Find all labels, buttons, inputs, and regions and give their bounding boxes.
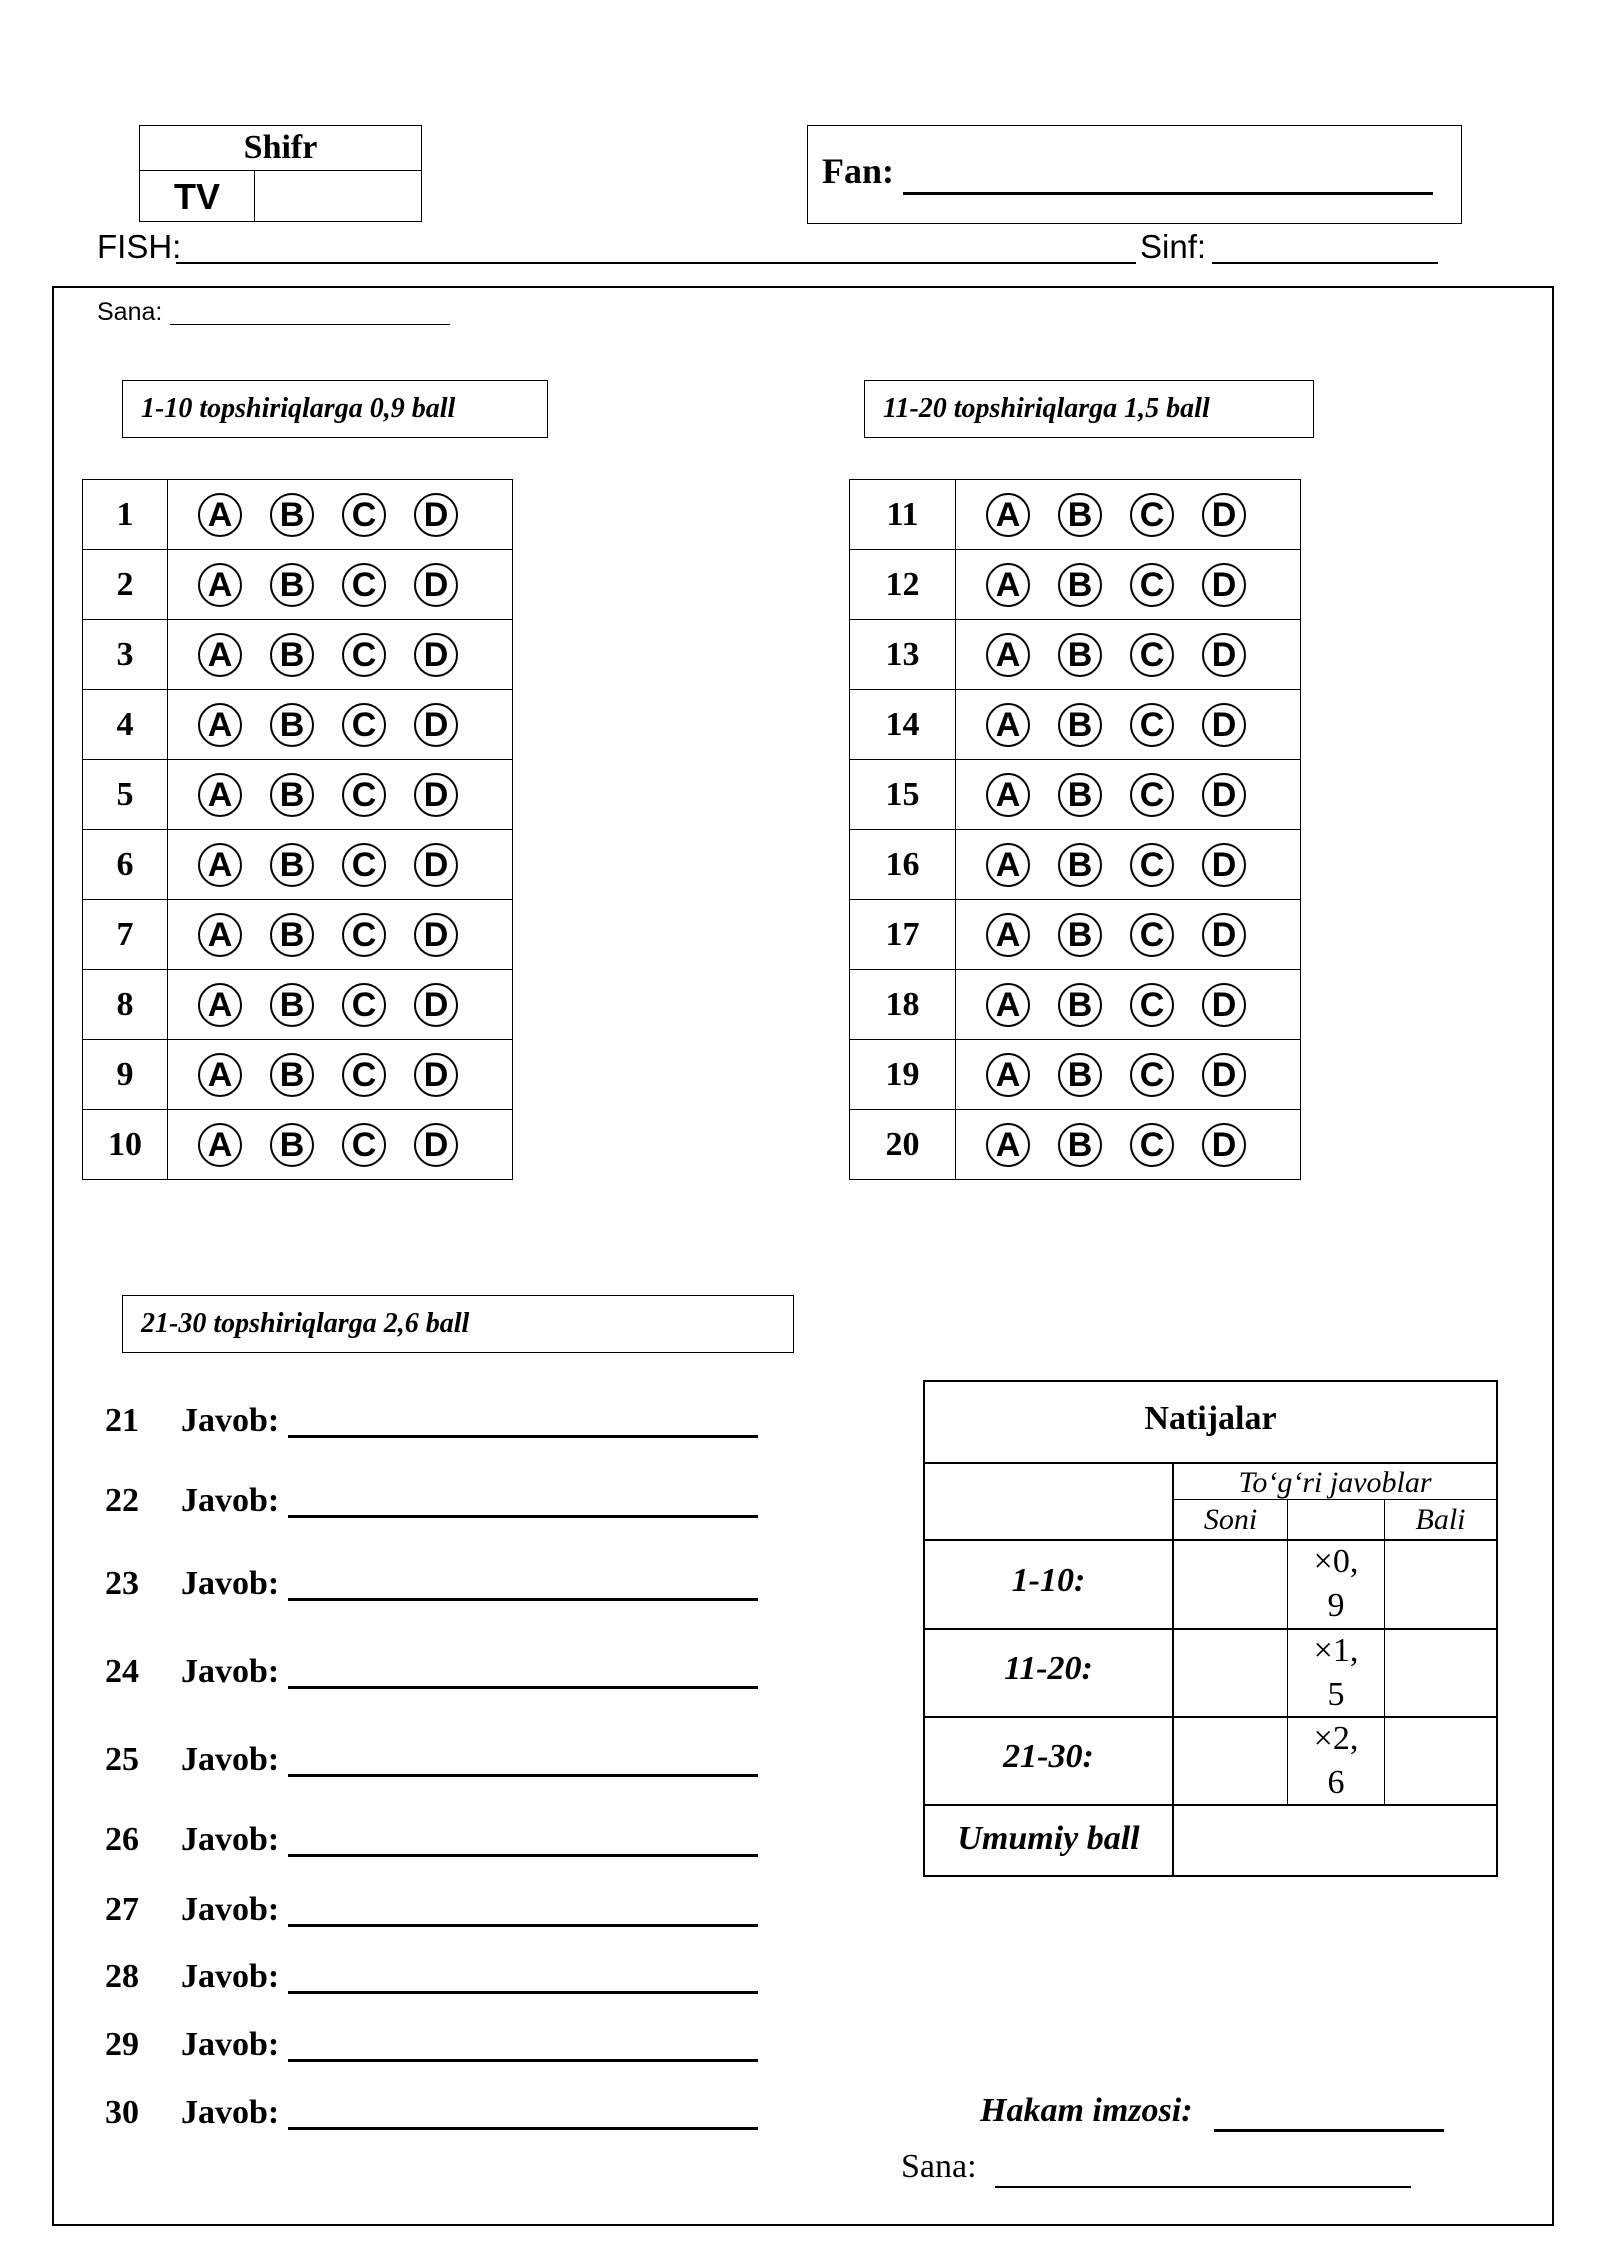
result-row-label: 21-30: (1003, 1738, 1094, 1775)
option-bubble-b[interactable]: B (1058, 913, 1102, 957)
option-bubble-b[interactable]: B (1058, 843, 1102, 887)
option-bubble-d[interactable]: D (414, 773, 458, 817)
option-bubble-c[interactable]: C (1130, 1053, 1174, 1097)
shifr-title: Shifr (140, 126, 421, 171)
question-row (83, 900, 513, 970)
option-bubble-d[interactable]: D (414, 1123, 458, 1167)
question-row (850, 970, 1301, 1040)
answer-label: Javob: (181, 1565, 280, 1602)
question-number: 23 (105, 1565, 139, 1602)
answer-options (168, 1040, 513, 1110)
answer-label: Javob: (181, 2026, 280, 2063)
questions-11-20-table (849, 479, 1301, 1180)
question-row (83, 970, 513, 1040)
result-row-label: 11-20: (1004, 1650, 1093, 1687)
answer-options (168, 550, 513, 620)
option-bubble-b[interactable]: B (1058, 493, 1102, 537)
fan-label: Fan: (822, 151, 894, 191)
answer-label: Javob: (181, 1741, 280, 1778)
option-bubble-c[interactable]: C (1130, 633, 1174, 677)
answer-label: Javob: (181, 1891, 280, 1928)
option-bubble-d[interactable]: D (1202, 983, 1246, 1027)
answer-options (168, 970, 513, 1040)
answer-options (956, 620, 1301, 690)
answer-field[interactable] (288, 1854, 758, 1857)
answer-options (956, 1040, 1301, 1110)
question-number: 25 (105, 1741, 139, 1778)
option-bubble-d[interactable]: D (1202, 1123, 1246, 1167)
sana-label-bottom: Sana: (901, 2148, 977, 2185)
question-row (850, 1040, 1301, 1110)
fish-field[interactable] (176, 262, 1136, 264)
question-row (850, 690, 1301, 760)
option-bubble-a[interactable]: A (198, 633, 242, 677)
option-bubble-c[interactable]: C (342, 563, 386, 607)
answer-options (168, 1110, 513, 1180)
question-row (850, 830, 1301, 900)
question-row (83, 1110, 513, 1180)
question-row (850, 900, 1301, 970)
option-bubble-d[interactable]: D (1202, 913, 1246, 957)
answer-options (956, 970, 1301, 1040)
option-bubble-c[interactable]: C (1130, 1123, 1174, 1167)
score-header: Bali (1415, 1503, 1466, 1536)
answer-options (168, 690, 513, 760)
option-bubble-b[interactable]: B (270, 563, 314, 607)
sinf-label: Sinf: (1140, 228, 1207, 265)
option-bubble-a[interactable]: A (198, 703, 242, 747)
question-number: 28 (105, 1958, 139, 1995)
answer-options (168, 620, 513, 690)
option-bubble-d[interactable]: D (414, 563, 458, 607)
option-bubble-b[interactable]: B (1058, 1053, 1102, 1097)
fan-field[interactable] (903, 192, 1433, 195)
option-bubble-d[interactable]: D (414, 703, 458, 747)
option-bubble-b[interactable]: B (270, 983, 314, 1027)
question-row (83, 620, 513, 690)
option-bubble-c[interactable]: C (1130, 703, 1174, 747)
answer-label: Javob: (181, 1482, 280, 1519)
question-row (83, 1040, 513, 1110)
option-bubble-c[interactable]: C (1130, 913, 1174, 957)
question-row (850, 620, 1301, 690)
question-number: 10 (83, 1110, 168, 1180)
question-row (850, 550, 1301, 620)
questions-1-10-table (82, 479, 513, 1180)
results-table (923, 1380, 1498, 1877)
option-bubble-b[interactable]: B (270, 1123, 314, 1167)
option-bubble-d[interactable]: D (414, 843, 458, 887)
option-bubble-b[interactable]: B (270, 773, 314, 817)
option-bubble-c[interactable]: C (1130, 563, 1174, 607)
question-number: 4 (83, 690, 168, 760)
question-row (83, 760, 513, 830)
question-number: 20 (850, 1110, 956, 1180)
option-bubble-a[interactable]: A (198, 563, 242, 607)
question-number: 18 (850, 970, 956, 1040)
shifr-code: TV (140, 171, 255, 221)
question-number: 27 (105, 1891, 139, 1928)
shifr-box (139, 125, 422, 222)
results-title: Natijalar (1144, 1400, 1277, 1437)
option-bubble-c[interactable]: C (342, 843, 386, 887)
answer-label: Javob: (181, 1402, 280, 1439)
answer-label: Javob: (181, 1958, 280, 1995)
option-bubble-b[interactable]: B (1058, 633, 1102, 677)
question-row (850, 480, 1301, 550)
option-bubble-b[interactable]: B (1058, 563, 1102, 607)
answer-options (168, 760, 513, 830)
question-number: 3 (83, 620, 168, 690)
section-1-note: 1-10 topshiriqlarga 0,9 ball (122, 380, 548, 438)
option-bubble-a[interactable]: A (986, 633, 1030, 677)
option-bubble-d[interactable]: D (414, 913, 458, 957)
question-number: 22 (105, 1482, 139, 1519)
count-header: Soni (1203, 1503, 1258, 1536)
option-bubble-a[interactable]: A (986, 563, 1030, 607)
question-number: 24 (105, 1653, 139, 1690)
section-3-note: 21-30 topshiriqlarga 2,6 ball (122, 1295, 794, 1353)
answer-options (956, 1110, 1301, 1180)
option-bubble-d[interactable]: D (1202, 633, 1246, 677)
option-bubble-c[interactable]: C (1130, 983, 1174, 1027)
option-bubble-d[interactable]: D (414, 1053, 458, 1097)
option-bubble-b[interactable]: B (1058, 703, 1102, 747)
answer-options (956, 480, 1301, 550)
question-number: 13 (850, 620, 956, 690)
question-number: 29 (105, 2026, 139, 2063)
option-bubble-c[interactable]: C (342, 913, 386, 957)
option-bubble-a[interactable]: A (198, 773, 242, 817)
answer-options (168, 830, 513, 900)
question-number: 9 (83, 1040, 168, 1110)
judge-signature-label: Hakam imzosi: (980, 2092, 1193, 2129)
section-2-note: 11-20 topshiriqlarga 1,5 ball (864, 380, 1314, 438)
answer-field[interactable] (288, 1774, 758, 1777)
sana-field-top[interactable] (170, 324, 450, 325)
option-bubble-a[interactable]: A (198, 983, 242, 1027)
question-number: 12 (850, 550, 956, 620)
answer-field[interactable] (288, 1515, 758, 1518)
correct-answers-header: To‘g‘ri javoblar (1238, 1466, 1432, 1499)
answer-options (956, 690, 1301, 760)
option-bubble-a[interactable]: A (198, 1053, 242, 1097)
option-bubble-b[interactable]: B (1058, 983, 1102, 1027)
answer-options (168, 480, 513, 550)
option-bubble-a[interactable]: A (986, 1053, 1030, 1097)
option-bubble-c[interactable]: C (342, 983, 386, 1027)
option-bubble-c[interactable]: C (342, 1123, 386, 1167)
sana-field-bottom[interactable] (995, 2186, 1411, 2188)
answer-label: Javob: (181, 1653, 280, 1690)
option-bubble-b[interactable]: B (270, 633, 314, 677)
answer-label: Javob: (181, 1821, 280, 1858)
fish-label: FISH: (97, 228, 182, 265)
option-bubble-b[interactable]: B (1058, 773, 1102, 817)
question-number: 19 (850, 1040, 956, 1110)
option-bubble-d[interactable]: D (1202, 493, 1246, 537)
option-bubble-c[interactable]: C (342, 773, 386, 817)
option-bubble-a[interactable]: A (198, 1123, 242, 1167)
option-bubble-b[interactable]: B (270, 843, 314, 887)
question-number: 17 (850, 900, 956, 970)
question-row (83, 550, 513, 620)
option-bubble-d[interactable]: D (1202, 773, 1246, 817)
sana-label-top: Sana: (97, 298, 163, 326)
answer-field[interactable] (288, 1435, 758, 1438)
question-row (83, 690, 513, 760)
answer-label: Javob: (181, 2094, 280, 2131)
option-bubble-c[interactable]: C (1130, 773, 1174, 817)
option-bubble-d[interactable]: D (1202, 563, 1246, 607)
question-number: 5 (83, 760, 168, 830)
option-bubble-c[interactable]: C (342, 633, 386, 677)
answer-field[interactable] (288, 1924, 758, 1927)
option-bubble-d[interactable]: D (414, 983, 458, 1027)
result-row-label: 1-10: (1011, 1562, 1086, 1599)
answer-field[interactable] (288, 1686, 758, 1689)
option-bubble-a[interactable]: A (986, 703, 1030, 747)
multiplier-cell: ×1, 5 (1313, 1632, 1359, 1713)
option-bubble-a[interactable]: A (986, 843, 1030, 887)
question-number: 30 (105, 2094, 139, 2131)
question-row (83, 480, 513, 550)
answer-options (168, 900, 513, 970)
question-number: 6 (83, 830, 168, 900)
option-bubble-c[interactable]: C (1130, 843, 1174, 887)
option-bubble-a[interactable]: A (198, 913, 242, 957)
option-bubble-c[interactable]: C (342, 1053, 386, 1097)
option-bubble-d[interactable]: D (414, 633, 458, 677)
sinf-field[interactable] (1212, 262, 1438, 264)
question-row (850, 1110, 1301, 1180)
option-bubble-a[interactable]: A (986, 1123, 1030, 1167)
question-number: 8 (83, 970, 168, 1040)
question-number: 14 (850, 690, 956, 760)
answer-field[interactable] (288, 2059, 758, 2062)
question-row (83, 830, 513, 900)
question-number: 1 (83, 480, 168, 550)
option-bubble-a[interactable]: A (986, 913, 1030, 957)
question-number: 16 (850, 830, 956, 900)
option-bubble-c[interactable]: C (1130, 493, 1174, 537)
option-bubble-a[interactable]: A (198, 843, 242, 887)
question-number: 7 (83, 900, 168, 970)
option-bubble-b[interactable]: B (270, 1053, 314, 1097)
question-number: 15 (850, 760, 956, 830)
answer-field[interactable] (288, 1598, 758, 1601)
option-bubble-b[interactable]: B (270, 493, 314, 537)
answer-options (956, 900, 1301, 970)
option-bubble-a[interactable]: A (986, 983, 1030, 1027)
option-bubble-d[interactable]: D (1202, 843, 1246, 887)
option-bubble-d[interactable]: D (414, 493, 458, 537)
answer-field[interactable] (288, 1991, 758, 1994)
multiplier-cell: ×2, 6 (1313, 1720, 1359, 1801)
question-number: 11 (850, 480, 956, 550)
option-bubble-b[interactable]: B (1058, 1123, 1102, 1167)
option-bubble-a[interactable]: A (986, 493, 1030, 537)
option-bubble-a[interactable]: A (198, 493, 242, 537)
question-number: 26 (105, 1821, 139, 1858)
option-bubble-d[interactable]: D (1202, 1053, 1246, 1097)
question-row (850, 760, 1301, 830)
fan-box (807, 125, 1462, 224)
answer-options (956, 760, 1301, 830)
option-bubble-c[interactable]: C (342, 703, 386, 747)
multiplier-cell: ×0, 9 (1313, 1543, 1359, 1624)
option-bubble-b[interactable]: B (270, 913, 314, 957)
answer-options (956, 830, 1301, 900)
option-bubble-b[interactable]: B (270, 703, 314, 747)
answer-field[interactable] (288, 2127, 758, 2130)
option-bubble-a[interactable]: A (986, 773, 1030, 817)
question-number: 2 (83, 550, 168, 620)
option-bubble-d[interactable]: D (1202, 703, 1246, 747)
answer-options (956, 550, 1301, 620)
judge-signature-field[interactable] (1214, 2129, 1444, 2132)
total-score-label: Umumiy ball (957, 1820, 1140, 1857)
question-number: 21 (105, 1402, 139, 1439)
option-bubble-c[interactable]: C (342, 493, 386, 537)
